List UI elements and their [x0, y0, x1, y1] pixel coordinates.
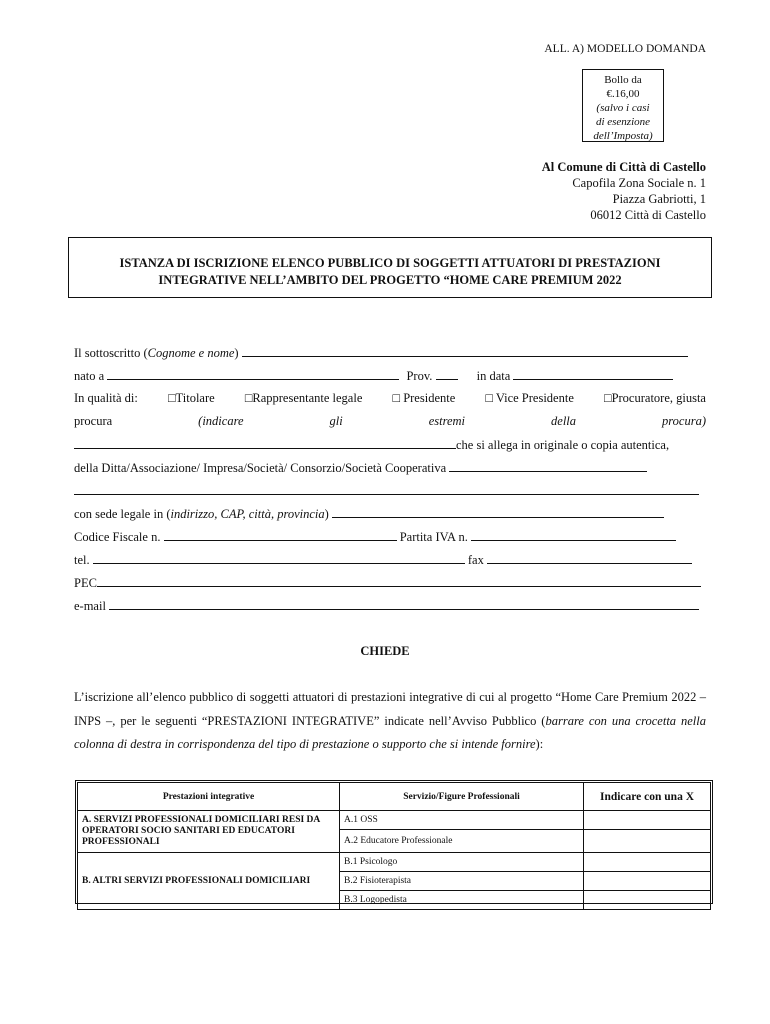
label-fax: fax — [467, 553, 484, 567]
table-row — [78, 853, 711, 872]
recipient-line: Capofila Zona Sociale n. 1 — [572, 176, 706, 190]
column-header: Indicare con una X — [584, 783, 711, 811]
label-nato-a: nato a — [74, 369, 105, 383]
birthdate-field[interactable] — [513, 366, 673, 380]
company-field[interactable] — [449, 458, 647, 472]
checkbox-cell[interactable] — [584, 811, 711, 830]
stamp-line: di esenzione — [595, 116, 651, 128]
email-field[interactable] — [109, 596, 699, 610]
option-vice-presidente[interactable]: □ Vice Presidente — [485, 391, 574, 405]
option-presidente[interactable]: □ Presidente — [392, 391, 456, 405]
title-line: INTEGRATIVE NELL’AMBITO DEL PROGETTO “HOME CARE PREMIUM 2022 — [158, 273, 622, 287]
checkbox-cell[interactable] — [584, 853, 711, 872]
form-row-allega — [74, 435, 706, 453]
procura-word: (indicare — [198, 414, 244, 428]
services-table — [77, 782, 711, 910]
service-cell: A.2 Educatore Professionale — [340, 830, 584, 853]
procura-word: gli — [329, 414, 343, 428]
province-field[interactable] — [436, 366, 458, 380]
service-cell: B.3 Logopedista — [340, 891, 584, 910]
label-email: e-mail — [74, 599, 106, 613]
category-cell: A. SERVIZI PROFESSIONALI DOMICILIARI RESI DA OPERATORI SOCIO SANITARI ED EDUCATORI PROFESSIONALI — [78, 811, 340, 853]
form-row-company — [74, 458, 706, 476]
name-field[interactable] — [242, 343, 688, 357]
label-paren: ) — [234, 346, 239, 360]
recipient-name: Al Comune di Città di Castello — [541, 160, 706, 174]
procura-word: procura — [74, 414, 113, 428]
request-paragraph — [74, 686, 706, 757]
fax-field[interactable] — [487, 550, 692, 564]
label-in-data: in data — [476, 369, 511, 383]
stamp-box — [582, 69, 664, 142]
form-row-company-cont — [74, 481, 706, 499]
option-titolare[interactable]: □Titolare — [168, 391, 215, 405]
form-row-name — [74, 343, 706, 361]
registered-office-field[interactable] — [332, 504, 664, 518]
procura-word: della — [551, 414, 577, 428]
section-heading-chiede: CHIEDE — [360, 644, 410, 658]
attachment-label: ALL. A) MODELLO DOMANDA — [544, 43, 706, 55]
company-field-continued[interactable] — [74, 481, 699, 495]
fiscal-code-field[interactable] — [164, 527, 397, 541]
category-cell: B. ALTRI SERVIZI PROFESSIONALI DOMICILIARI — [78, 853, 340, 910]
label-sede: con sede legale in ( — [74, 507, 171, 521]
table-header-row — [78, 783, 711, 811]
form-row-email — [74, 596, 706, 614]
vat-number-field[interactable] — [471, 527, 676, 541]
procura-details-field[interactable] — [74, 435, 456, 449]
label-paren: ) — [324, 507, 329, 521]
phone-field[interactable] — [93, 550, 465, 564]
procura-word: procura) — [662, 414, 706, 428]
form-row-procura — [74, 412, 706, 430]
form-row-role — [74, 389, 706, 407]
paragraph-instruction: barrare con una crocetta nella colonna di destra in corrispondenza del tipo di prestazione o supporto che si intende fornire — [74, 713, 706, 751]
form-row-phone — [74, 550, 706, 568]
service-cell: B.1 Psicologo — [340, 853, 584, 872]
stamp-line: Bollo da — [604, 74, 642, 86]
checkbox-cell[interactable] — [584, 830, 711, 853]
paragraph-text: L’iscrizione all’elenco pubblico di soggetti attuatori di prestazioni integrative di cui al progetto “Home Care Premium 2022 – INPS –, per le seguenti “PRESTAZIONI INTEGRATIVE” indicate nell’Avviso Pubblico ( — [74, 690, 706, 728]
hint-cognome-nome: Cognome e nome — [147, 346, 235, 360]
recipient-line: 06012 Città di Castello — [590, 208, 706, 222]
label-qualita: In qualità di: — [74, 391, 138, 405]
label-pec: PEC — [74, 576, 97, 590]
recipient-line: Piazza Gabriotti, 1 — [612, 192, 706, 206]
label-partita-iva: Partita IVA n. — [399, 530, 468, 544]
paragraph-text-end: ): — [535, 737, 544, 751]
checkbox-cell[interactable] — [584, 891, 711, 910]
stamp-line: (salvo i casi — [596, 102, 650, 114]
service-cell: A.1 OSS — [340, 811, 584, 830]
form-row-pec — [74, 573, 706, 591]
form-row-sede — [74, 504, 706, 522]
label-allega: che si allega in originale o copia autentica, — [456, 438, 670, 452]
document-title — [68, 237, 712, 298]
service-cell: B.2 Fisioterapista — [340, 872, 584, 891]
label-prov: Prov. — [406, 369, 433, 383]
column-header: Servizio/Figure Professionali — [340, 783, 584, 811]
option-procuratore[interactable]: □Procuratore, giusta — [604, 391, 706, 405]
procura-word: estremi — [428, 414, 466, 428]
label-sottoscritto: Il sottoscritto ( — [74, 346, 148, 360]
stamp-line: dell’Imposta) — [593, 130, 653, 142]
option-rappresentante[interactable]: □Rappresentante legale — [244, 391, 363, 405]
table-row — [78, 811, 711, 830]
recipient-address — [542, 159, 706, 223]
birthplace-field[interactable] — [107, 366, 399, 380]
column-header: Prestazioni integrative — [78, 783, 340, 811]
label-tel: tel. — [74, 553, 90, 567]
stamp-line: €.16,00 — [606, 88, 640, 100]
label-ditta: della Ditta/Associazione/ Impresa/Società/ Consorzio/Società Cooperativa — [74, 461, 447, 475]
form-row-birth — [74, 366, 706, 384]
checkbox-cell[interactable] — [584, 872, 711, 891]
pec-field[interactable] — [97, 573, 701, 587]
hint-indirizzo: indirizzo, CAP, città, provincia — [170, 507, 325, 521]
label-codice-fiscale: Codice Fiscale n. — [74, 530, 161, 544]
title-line: ISTANZA DI ISCRIZIONE ELENCO PUBBLICO DI SOGGETTI ATTUATORI DI PRESTAZIONI — [119, 256, 661, 270]
form-row-tax — [74, 527, 706, 545]
